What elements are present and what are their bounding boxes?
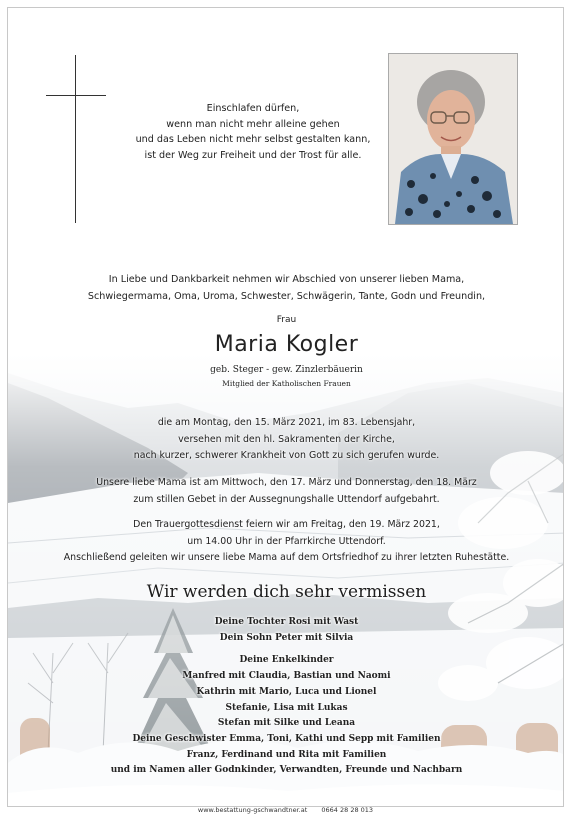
viewing-line: Unsere liebe Mama ist am Mittwoch, den 17. März und Donnerstag, den 18. März: [96, 477, 477, 488]
name-prefix: Frau: [276, 315, 297, 325]
mourner-line: Stefanie, Lisa mit Lukas: [225, 702, 348, 713]
viewing-notice: [28, 475, 545, 508]
death-notice-line: die am Montag, den 15. März 2021, im 83. Lebensjahr,: [157, 417, 416, 428]
death-notice-line: versehen mit den hl. Sakramenten der Kirche,: [178, 433, 395, 445]
mourner-line: Franz, Ferdinand und Rita mit Familien: [186, 749, 387, 760]
poem-line: und das Leben nicht mehr selbst gestalten kann,: [135, 134, 371, 145]
mourners-list: [8, 615, 564, 779]
grandchildren-title: Deine Enkelkinder: [239, 655, 334, 666]
poem-line: ist der Weg zur Freiheit und der Trost für alle.: [144, 149, 362, 161]
mourner-line: Deine Geschwister Emma, Toni, Kathi und Sepp mit Familien: [132, 733, 441, 744]
website-link[interactable]: www.bestattung-gschwandtner.at: [197, 806, 308, 814]
birth-info: geb. Steger - gew. Zinzlerbäuerin: [210, 365, 363, 375]
poem: [118, 101, 388, 163]
footer: [0, 806, 571, 814]
deceased-name: Maria Kogler: [214, 332, 359, 357]
service-line: Den Trauergottesdienst feiern wir am Freitag, den 19. März 2021,: [133, 519, 440, 530]
poem-line: wenn man nicht mehr alleine gehen: [166, 118, 340, 130]
intro-line: Schwiegermama, Oma, Uroma, Schwester, Schwägerin, Tante, Godn und Freundin,: [87, 291, 486, 302]
mourner-line: Kathrin mit Mario, Luca und Lionel: [196, 686, 377, 697]
mourner-line: Stefan mit Silke und Leana: [217, 718, 356, 729]
obituary-card: [7, 7, 564, 807]
mourner-line: Manfred mit Claudia, Bastian und Naomi: [182, 671, 391, 682]
portrait-photo: [388, 53, 518, 225]
death-notice-line: nach kurzer, schwerer Krankheit von Gott zu sich gerufen wurde.: [133, 450, 440, 461]
cross-icon: [46, 55, 106, 225]
service-line: Anschließend geleiten wir unsere liebe Mama auf dem Ortsfriedhof zu ihrer letzten Ruhestätte.: [63, 552, 510, 563]
intro-line: In Liebe und Dankbarkeit nehmen wir Abschied von unserer lieben Mama,: [108, 274, 465, 285]
viewing-line: zum stillen Gebet in der Aussegnungshalle Uttendorf aufgebahrt.: [133, 493, 440, 505]
membership-info: Mitglied der Katholischen Frauen: [222, 379, 351, 388]
poem-line: Einschlafen dürfen,: [206, 103, 300, 114]
death-notice: [28, 415, 545, 465]
mourner-line: Dein Sohn Peter mit Silvia: [219, 632, 354, 643]
intro-text: [28, 271, 545, 305]
farewell-heading: Wir werden dich sehr vermissen: [146, 582, 427, 602]
mourner-line: Deine Tochter Rosi mit Wast: [214, 617, 359, 627]
service-notice: [28, 517, 545, 567]
service-line: um 14.00 Uhr in der Pfarrkirche Uttendorf.: [187, 535, 386, 547]
phone-number: 0664 28 28 013: [321, 806, 374, 814]
mourner-closing: und im Namen aller Godnkinder, Verwandten, Freunde und Nachbarn: [110, 765, 463, 776]
